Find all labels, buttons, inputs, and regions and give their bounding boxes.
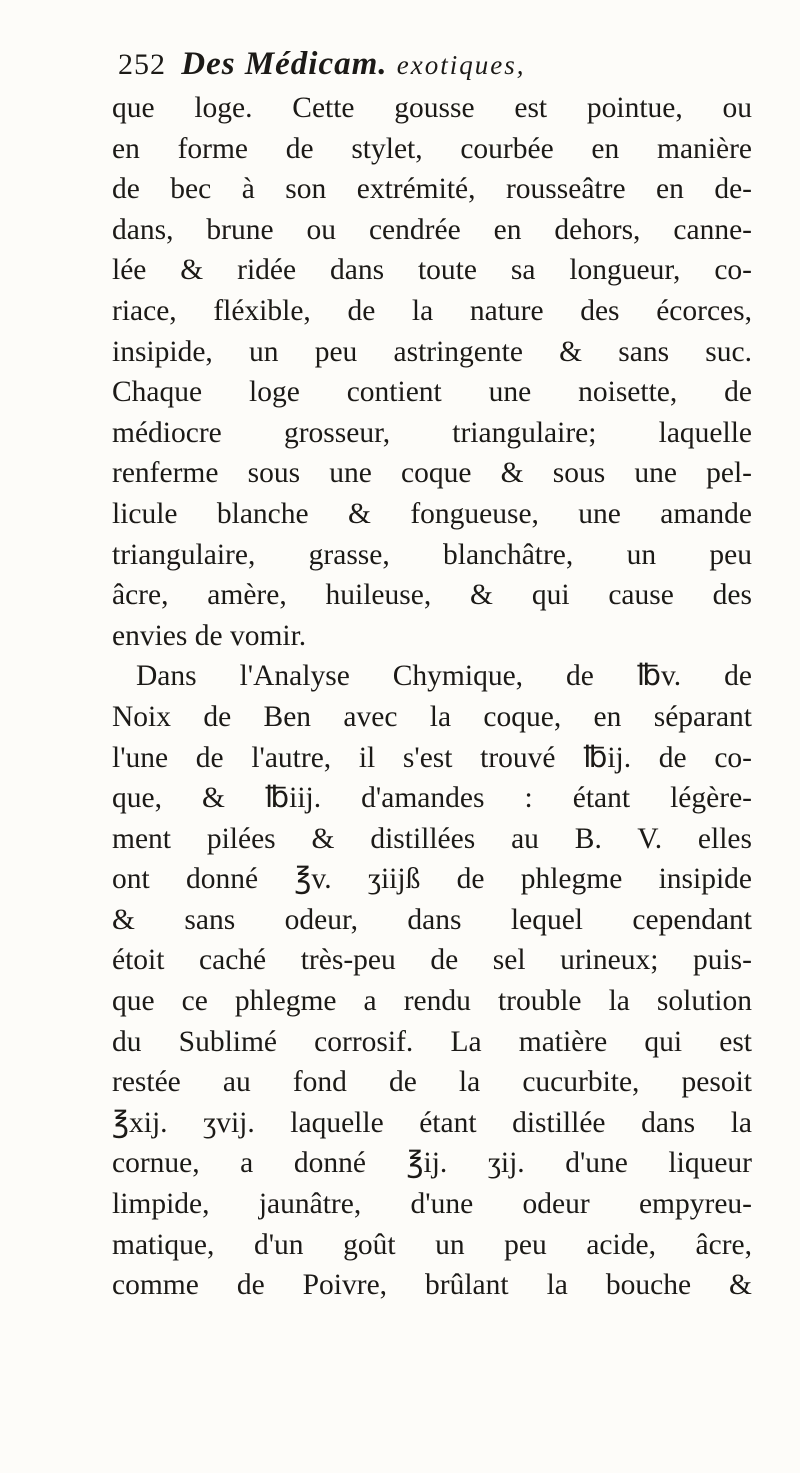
body-text — [112, 88, 752, 1306]
text-line: âcre, amère, huileuse, & qui cause des — [112, 579, 752, 612]
text-line: insipide, un peu astringente & sans suc. — [112, 335, 752, 368]
running-head — [118, 42, 738, 86]
text-line: que loge. Cette gousse est pointue, ou — [112, 92, 752, 124]
text-line: Dans l'Analyse Chymique, de ℔v. de — [136, 660, 752, 693]
text-line: de bec à son extrémité, rousseâtre en de- — [112, 173, 752, 206]
text-line: limpide, jaunâtre, d'une odeur empyreu- — [112, 1188, 752, 1221]
text-line: que, & ℔iij. d'amandes : étant légère- — [112, 782, 752, 815]
text-line: comme de Poivre, brûlant la bouche & — [112, 1269, 752, 1302]
text-line: ont donné ℥v. ʒiijß de phlegme insipide — [112, 863, 752, 896]
running-title: Des Médicam. — [181, 46, 388, 82]
text-line: en forme de stylet, courbée en manière — [112, 132, 752, 165]
text-line: renferme sous une coque & sous une pel- — [112, 457, 752, 490]
text-line: que ce phlegme a rendu trouble la solution — [112, 985, 752, 1018]
text-line: envies de vomir. — [112, 619, 307, 652]
text-line: ℥xij. ʒvij. laquelle étant distillée dans la — [112, 1106, 752, 1139]
running-subtitle: exotiques, — [396, 50, 526, 80]
paragraph-2 — [112, 656, 752, 1306]
text-line: étoit caché très-peu de sel urineux; puis- — [112, 944, 752, 977]
page-number: 252 — [118, 48, 166, 81]
text-line: restée au fond de la cucurbite, pesoit — [112, 1066, 752, 1099]
text-line: dans, brune ou cendrée en dehors, canne- — [112, 213, 752, 246]
paragraph-1 — [112, 88, 752, 656]
text-line: Noix de Ben avec la coque, en séparant — [112, 700, 752, 733]
text-line: & sans odeur, dans lequel cependant — [112, 903, 752, 936]
text-line: triangulaire, grasse, blanchâtre, un peu — [112, 538, 752, 571]
text-line: Chaque loge contient une noisette, de — [112, 376, 752, 409]
text-line: riace, fléxible, de la nature des écorces, — [112, 294, 752, 327]
text-line: ment pilées & distillées au B. V. elles — [112, 822, 752, 855]
text-line: du Sublimé corrosif. La matière qui est — [112, 1025, 752, 1058]
text-line: lée & ridée dans toute sa longueur, co- — [112, 254, 752, 287]
text-line: licule blanche & fongueuse, une amande — [112, 497, 752, 530]
text-line: l'une de l'autre, il s'est trouvé ℔ij. de co- — [112, 741, 752, 774]
text-line: matique, d'un goût un peu acide, âcre, — [112, 1228, 752, 1261]
text-line: cornue, a donné ℥ij. ʒij. d'une liqueur — [112, 1147, 752, 1180]
text-line: médiocre grosseur, triangulaire; laquelle — [112, 416, 752, 449]
